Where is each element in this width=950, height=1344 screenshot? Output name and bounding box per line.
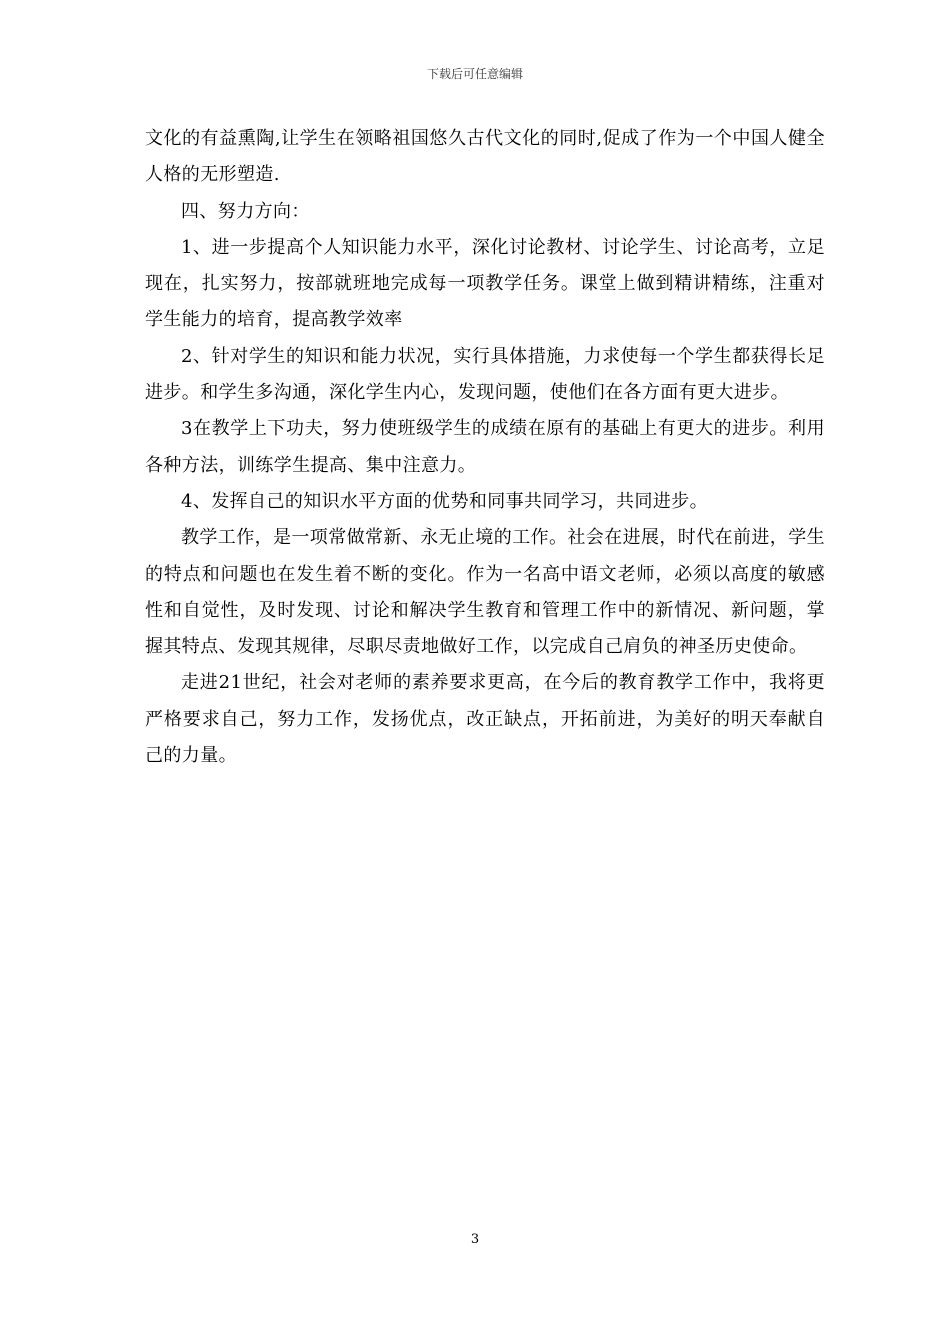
page-number: 3 <box>470 1232 480 1247</box>
paragraph-8: 走进21世纪，社会对老师的素养要求更高，在今后的教育教学工作中，我将更严格要求自己，努力工作，发扬优点，改正缺点，开拓前进，为美好的明天奉献自己的力量。 <box>145 672 825 767</box>
paragraph-5: 3在教学上下功夫，努力使班级学生的成绩在原有的基础上有更大的进步。利用各种方法，训练学生提高、集中注意力。 <box>145 418 825 476</box>
document-body <box>145 121 825 774</box>
paragraph-1: 文化的有益熏陶,让学生在领略祖国悠久古代文化的同时,促成了作为一个中国人健全人格的无形塑造. <box>145 128 825 186</box>
paragraph-7: 教学工作，是一项常做常新、永无止境的工作。社会在进展，时代在前进，学生的特点和问题也在发生着不断的变化。作为一名高中语文老师，必须以高度的敏感性和自觉性，及时发现、讨论和解决学生教育和管理工作中的新情况、新问题，掌握其特点、发现其规律，尽职尽责地做好工作，以完成自己肩负的神圣历史使命。 <box>145 527 825 658</box>
paragraph-3: 1、进一步提高个人知识能力水平，深化讨论教材、讨论学生、讨论高考，立足现在，扎实努力，按部就班地完成每一项教学任务。课堂上做到精讲精练，注重对学生能力的培育，提高教学效率 <box>145 236 825 331</box>
page-header: 下载后可任意编辑 <box>426 67 523 81</box>
paragraph-2: 四、努力方向： <box>181 200 310 222</box>
paragraph-6: 4、发挥自己的知识水平方面的优势和同事共同学习，共同进步。 <box>181 490 709 512</box>
paragraph-4: 2、针对学生的知识和能力状况，实行具体措施，力求使每一个学生都获得长足进步。和学生多沟通，深化学生内心，发现问题，使他们在各方面有更大进步。 <box>145 345 825 404</box>
